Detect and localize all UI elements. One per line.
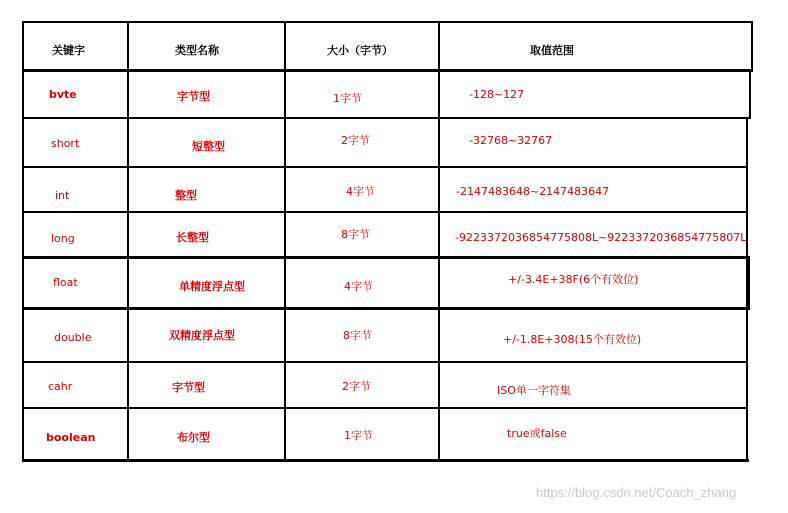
- header-range: 取值范围: [530, 44, 574, 57]
- table-cell-type: 字节型: [177, 90, 210, 103]
- table-border-right: [748, 256, 750, 310]
- table-cell-keyword: double: [54, 331, 92, 344]
- table-border-right: [749, 70, 751, 119]
- table-cell-keyword: float: [53, 276, 78, 289]
- table-cell-keyword: int: [55, 189, 70, 202]
- column-divider: [127, 21, 129, 462]
- row-divider: [22, 256, 750, 259]
- table-border-left: [22, 21, 24, 462]
- table-cell-size: 4字节: [344, 280, 373, 293]
- row-divider: [22, 117, 751, 119]
- row-divider: [22, 307, 750, 310]
- row-divider: [22, 166, 748, 168]
- row-divider: [22, 211, 748, 213]
- table-cell-type: 双精度浮点型: [169, 329, 235, 342]
- table-cell-keyword: long: [51, 232, 75, 245]
- table-cell-type: 短整型: [192, 140, 225, 153]
- header-size: 大小（字节）: [327, 44, 393, 57]
- table-cell-range: -32768~32767: [469, 134, 553, 147]
- column-divider: [284, 21, 286, 462]
- table-cell-size: 1字节: [333, 92, 362, 105]
- table-cell-size: 2字节: [341, 134, 370, 147]
- row-divider: [22, 407, 748, 409]
- table-cell-type: 单精度浮点型: [179, 280, 245, 293]
- table-border-top: [22, 21, 753, 23]
- header-keyword: 关键字: [52, 44, 85, 57]
- table-cell-range: +/-1.8E+308(15个有效位): [503, 333, 642, 346]
- table-cell-size: 8字节: [343, 329, 372, 342]
- table-cell-keyword: boolean: [46, 431, 96, 444]
- table-cell-range: true或false: [507, 427, 567, 440]
- table-cell-keyword: bvte: [49, 88, 77, 101]
- table-cell-size: 2字节: [342, 380, 371, 393]
- table-cell-range: -2147483648~2147483647: [456, 185, 610, 198]
- table-cell-keyword: cahr: [48, 380, 73, 393]
- column-divider: [438, 21, 440, 462]
- row-divider: [22, 361, 748, 363]
- table-cell-keyword: short: [51, 137, 80, 150]
- table-cell-type: 整型: [175, 189, 197, 202]
- row-divider: [22, 69, 753, 72]
- table-cell-range: ISO单一字符集: [497, 384, 571, 397]
- table-cell-size: 4字节: [346, 185, 375, 198]
- table-cell-range: -128~127: [469, 88, 525, 101]
- table-cell-type: 布尔型: [177, 431, 210, 444]
- watermark-text: https://blog.csdn.net/Coach_zhang: [536, 485, 737, 500]
- table-cell-range: -9223372036854775808L~9223372036854775807L: [455, 231, 747, 244]
- table-border-right: [751, 21, 753, 72]
- table-cell-type: 长整型: [176, 231, 209, 244]
- table-cell-size: 1字节: [344, 429, 373, 442]
- table-cell-range: +/-3.4E+38F(6个有效位): [508, 273, 639, 286]
- table-cell-size: 8字节: [341, 228, 370, 241]
- table-border-bottom: [22, 459, 749, 462]
- header-type-name: 类型名称: [175, 44, 219, 57]
- table-cell-type: 字节型: [172, 381, 205, 394]
